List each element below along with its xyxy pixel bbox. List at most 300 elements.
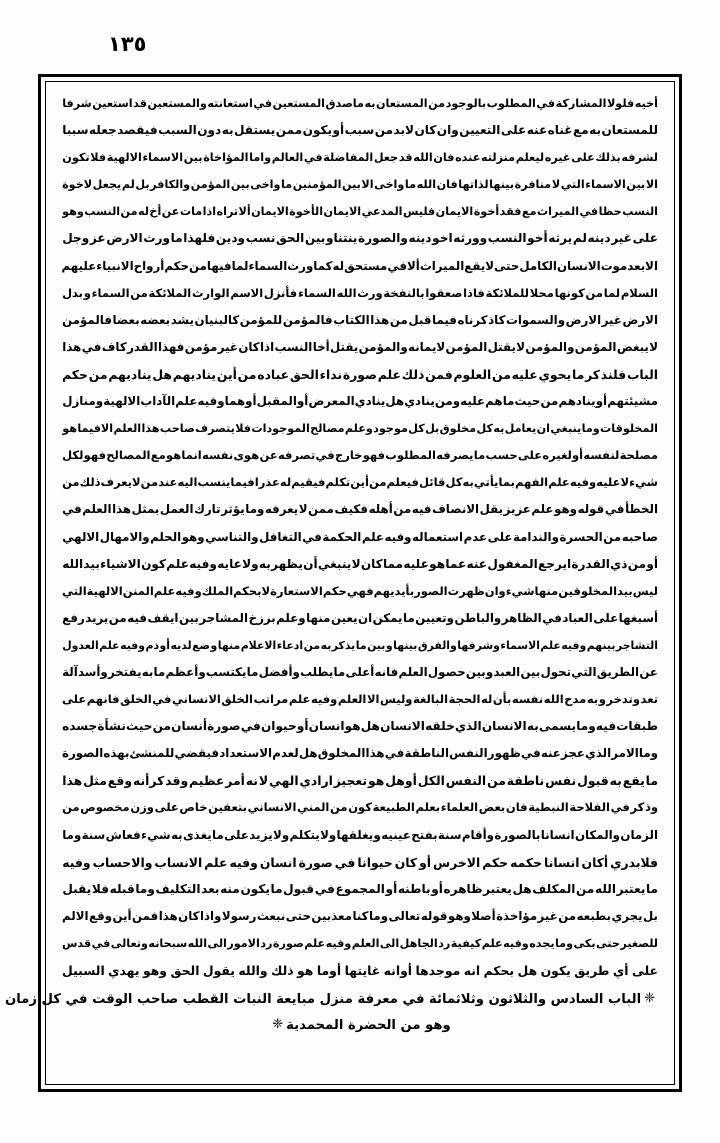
word: فيعلم (386, 475, 419, 490)
word: الفلاحة (569, 800, 610, 815)
word: هل (385, 394, 405, 409)
word: عن (161, 205, 180, 219)
word: به (526, 719, 539, 734)
word: واخى (374, 178, 405, 192)
word: هل (517, 963, 538, 978)
word: المشاجر (199, 610, 249, 625)
word: الذي (454, 719, 482, 734)
word: والمؤمن (525, 339, 575, 354)
word: هل (512, 881, 532, 896)
word: ذي (610, 556, 628, 571)
body-line-content (62, 767, 658, 794)
word: الاسماء (585, 178, 626, 192)
word: تصرفه (277, 448, 316, 463)
word: من (188, 258, 207, 273)
word: نداء (319, 366, 343, 382)
word: المغفول (487, 556, 538, 571)
word: هذا (365, 746, 385, 761)
word: في (152, 692, 172, 707)
word: من (108, 610, 127, 625)
word: نسب (245, 231, 276, 246)
word: والباطن (454, 610, 502, 625)
body-line (62, 578, 658, 605)
word: من (368, 475, 387, 490)
word: العلم (113, 422, 142, 436)
word: سببا (62, 123, 89, 138)
chapter-heading-line-2 (62, 1013, 658, 1039)
word: وما (62, 827, 82, 842)
word: صعقوا (425, 285, 463, 300)
word: مصلحة (619, 448, 658, 463)
word: الله (62, 556, 84, 571)
word: الله (543, 692, 564, 707)
word: السلام (620, 285, 658, 300)
word: بين (367, 638, 386, 652)
word: العلم (337, 692, 367, 707)
word: ينسب (197, 475, 231, 490)
word: يقع (622, 773, 645, 789)
word: هل (152, 366, 173, 382)
body-line (62, 117, 658, 144)
word: به (320, 638, 332, 652)
word: قائل (419, 475, 446, 490)
word: في (62, 502, 82, 517)
body-line (62, 713, 658, 740)
word: وما (576, 719, 596, 734)
word: أعلى (345, 664, 375, 679)
word: وهو (62, 205, 84, 219)
word: هو (297, 963, 314, 978)
word: بكى (573, 936, 596, 950)
word: يعتبر (483, 881, 512, 896)
word: فلا (91, 881, 110, 896)
word: في (384, 746, 405, 761)
word: المني (297, 800, 330, 815)
word: ما (281, 178, 293, 192)
word: له (481, 692, 493, 707)
word: علم (304, 936, 326, 950)
word: يطلب (300, 664, 334, 679)
word: في (315, 448, 335, 463)
word: أخا (312, 339, 330, 354)
word: فانهم (86, 692, 120, 707)
word: حيوانا (357, 854, 393, 870)
word: يغلقها (336, 827, 374, 842)
word: ينادهم (558, 394, 596, 409)
word: طريق (574, 963, 610, 978)
word: الالم (62, 908, 89, 923)
word: على (154, 800, 179, 815)
word: ظهرت (447, 583, 485, 598)
word: وفيه (569, 475, 597, 490)
word: فان (433, 151, 455, 165)
word: وما (245, 502, 265, 517)
word: الارض (622, 312, 658, 327)
word: كون (141, 556, 167, 571)
word: لاخوة (62, 178, 93, 192)
word: لا (132, 475, 141, 490)
word: أنسان (171, 719, 208, 734)
word: عز (89, 231, 106, 246)
word: و (83, 285, 91, 300)
word: العلماء (440, 800, 479, 815)
word: شرفا (62, 97, 92, 110)
body-line-content (62, 225, 658, 252)
word: يصرفه (436, 448, 474, 463)
body-line-content (62, 659, 658, 686)
body-line-content (62, 388, 658, 415)
word: برزخ (248, 610, 276, 625)
word: رفع (62, 610, 85, 625)
body-line (62, 849, 658, 876)
word: حسب (485, 448, 518, 463)
word: المخلوقات (600, 422, 658, 436)
word: عينيه (381, 827, 411, 842)
word: يحوي (538, 366, 572, 382)
word: وأسد (77, 664, 108, 679)
word: للمؤمن (239, 312, 283, 327)
word: كان (414, 123, 437, 138)
word: الانسان (380, 719, 425, 734)
word: ومنازل (62, 394, 104, 409)
word: ما (333, 664, 346, 679)
word: وأعظم (165, 664, 206, 679)
word: بيد (83, 556, 100, 571)
word: به (589, 123, 602, 138)
word: والمؤمن (358, 339, 408, 354)
word: والسموات (506, 312, 566, 327)
word: الالهي (62, 529, 100, 544)
word: عدم (463, 529, 488, 544)
word: فعاش (105, 827, 141, 842)
body-line-content (62, 551, 658, 578)
word: هو (367, 773, 385, 789)
word: هذا (62, 773, 83, 789)
word: ألا (238, 205, 251, 219)
word: حكم (322, 583, 347, 598)
word: حيث (514, 394, 541, 409)
word: فان (505, 800, 528, 815)
word: أين (216, 366, 237, 382)
word: لا (485, 258, 495, 273)
word: النبطية (528, 800, 569, 815)
word: فلا (90, 151, 107, 165)
word: تارك (194, 502, 221, 517)
word: الطريق (596, 664, 640, 679)
word: هم (485, 394, 503, 409)
word: علم (531, 502, 554, 517)
word: مخلوق (439, 422, 477, 436)
word: بحكم (233, 583, 262, 598)
word: لم (121, 178, 135, 192)
word: وقع (107, 773, 133, 789)
word: من (487, 773, 506, 789)
body-line-content (62, 605, 658, 632)
word: الا (645, 258, 658, 273)
word: عن (639, 664, 658, 679)
word: في (610, 800, 630, 815)
word: الاسم (230, 285, 264, 300)
word: فيقضي (174, 746, 220, 761)
word: الملائكة (148, 285, 192, 300)
word: ولا (242, 556, 259, 571)
word: الاشياء (100, 556, 141, 571)
word: من (576, 881, 595, 896)
word: السبب (158, 123, 197, 138)
word: فليس (402, 205, 436, 219)
word: فقد (499, 205, 522, 219)
word: عزيز (503, 502, 531, 517)
word: فيه (411, 502, 432, 517)
word: علم (361, 529, 384, 544)
word: والامهال (99, 529, 150, 544)
word: ما (355, 638, 367, 652)
word: فلنذ (600, 366, 627, 382)
word: و (373, 827, 381, 842)
word: السماء (91, 285, 130, 300)
word: مؤاخذة (496, 908, 538, 923)
word: ما (404, 178, 417, 192)
word: مع (521, 205, 537, 219)
word: أوهما (224, 394, 257, 409)
word: هل (360, 719, 380, 734)
word: الا (361, 178, 374, 192)
word: فيما (230, 475, 255, 490)
word: النسب (274, 339, 313, 354)
word: المستعين (272, 97, 325, 110)
body-line-content (62, 415, 658, 442)
word: المخلوقين (558, 583, 618, 598)
word: لا (258, 773, 269, 789)
word: بين (178, 610, 199, 625)
word: كيفية (450, 936, 482, 950)
folio-number: ١٣٥ (108, 32, 147, 56)
word: ما (572, 366, 585, 382)
word: نفسه (201, 448, 234, 463)
word: المفاضلة (323, 151, 374, 165)
word: فلا (235, 422, 252, 436)
word: مخصوص (80, 800, 130, 815)
word: فهذا (158, 339, 185, 354)
word: عليه (596, 475, 621, 490)
word: به (586, 692, 599, 707)
body-line (62, 334, 658, 361)
word: المقبل (256, 394, 297, 409)
word: وفيه (310, 692, 338, 707)
word: صورة (207, 719, 241, 734)
word: يقتل (330, 339, 359, 354)
word: يقتل (487, 339, 516, 354)
word: انسانا (540, 827, 575, 842)
word: علم (166, 556, 189, 571)
word: كان (178, 908, 200, 923)
word: تراه (216, 205, 239, 219)
word: على (593, 610, 619, 625)
word: يجده (529, 936, 555, 950)
body-line-content (62, 822, 658, 849)
word: الالهية (103, 394, 141, 409)
word: موت (600, 258, 628, 273)
word: الحكمة (322, 529, 362, 544)
word: الظاهر (501, 610, 542, 625)
word: بين (342, 178, 361, 192)
word: القدرة (571, 556, 610, 571)
word: هذا (370, 312, 390, 327)
word: مثل (83, 773, 107, 789)
word: الحق (289, 366, 319, 382)
body-line-content (62, 307, 658, 334)
word: أوهل (385, 773, 417, 789)
word: في (302, 529, 322, 544)
word: و (210, 638, 218, 652)
word: الارض (106, 231, 143, 246)
word: وهو (142, 963, 167, 978)
word: من (393, 502, 412, 517)
word: كان (394, 854, 418, 870)
word: الى (207, 936, 227, 950)
word: بفتح (411, 827, 438, 842)
word: وفيه (229, 854, 258, 870)
word: منها (534, 583, 559, 598)
word: الباب (626, 366, 658, 382)
word: ورث (357, 285, 383, 300)
word: كر (585, 366, 601, 382)
word: وفيه (384, 529, 412, 544)
word: ينادي (354, 394, 386, 409)
body-line (62, 253, 658, 280)
word: فهي (346, 583, 374, 598)
word: كنا (352, 908, 369, 923)
word: وفيه (325, 936, 352, 950)
word: القدر (127, 339, 158, 354)
word: في (314, 881, 335, 896)
word: يناديهم (108, 366, 152, 382)
word: الذي (585, 746, 612, 761)
word: بعضه (140, 312, 171, 327)
word: والله (238, 963, 268, 978)
word: علم (481, 936, 503, 950)
word: بل (425, 422, 440, 436)
word: ممن (308, 502, 334, 517)
word: ما (270, 881, 283, 896)
word: وشرفها (457, 638, 500, 652)
word: العلم (82, 502, 112, 517)
word: غير (217, 339, 238, 354)
word: كونها (554, 285, 585, 300)
word: اذا (202, 205, 217, 219)
word: لذاتها (458, 178, 489, 192)
word: ذلك (401, 366, 425, 382)
word: أكان (581, 854, 609, 870)
word: من (492, 366, 511, 382)
word: أسبغها (618, 610, 658, 625)
word: أن (303, 556, 318, 571)
body-line (62, 225, 658, 252)
word: و (385, 638, 393, 652)
word: من (62, 475, 80, 490)
word: من (585, 285, 604, 300)
word: فلولا (606, 97, 635, 110)
word: يد (249, 827, 261, 842)
word: العمل (159, 502, 194, 517)
word: تحول (540, 664, 572, 679)
word: يقل (479, 502, 504, 517)
word: ذلك (271, 963, 294, 978)
word: أين (350, 475, 369, 490)
word: بل (135, 178, 150, 192)
word: نفس (545, 773, 577, 789)
word: الاسماء (142, 151, 184, 165)
word: يكون (302, 123, 333, 138)
word: العبد (493, 664, 521, 679)
word: الطبيعة (372, 800, 415, 815)
word: استعانته (207, 97, 253, 110)
word: سبب (344, 123, 375, 138)
word: يتصرف (195, 422, 235, 436)
word: نبعث (256, 908, 286, 923)
word: ألا (407, 258, 420, 273)
word: الانساب (154, 854, 203, 870)
word: يشد (170, 312, 194, 327)
word: به (462, 475, 474, 490)
word: يقبل (62, 881, 92, 896)
word: قبله (109, 881, 135, 896)
word: خارج (334, 448, 363, 463)
word: مات (179, 205, 203, 219)
word: لما (231, 258, 249, 273)
word: به (364, 97, 376, 110)
word: بينها (393, 638, 418, 652)
word: تعجيز (333, 773, 368, 789)
word: فمن (425, 366, 453, 382)
word: الانسان (481, 719, 527, 734)
word: أوما (316, 963, 342, 978)
word: في (579, 205, 599, 219)
word: هو (165, 448, 182, 463)
word: فلهذا (183, 231, 216, 246)
word: هذا (141, 422, 160, 436)
word: ضع (192, 638, 211, 652)
word: وفيه (503, 936, 529, 950)
word: السبيل (62, 963, 105, 978)
word: قبول (577, 773, 609, 789)
word: تعد (640, 692, 658, 707)
word: ايرجع (537, 556, 572, 571)
word: قدس (62, 936, 92, 950)
word: لكل (62, 448, 84, 463)
body-line-content (62, 930, 658, 957)
word: الصورة (62, 746, 104, 761)
word: المنن (122, 583, 154, 598)
word: أو (572, 448, 584, 463)
ornament-start-icon: ❈ (644, 990, 655, 1006)
word: وذ (644, 800, 658, 815)
word: عليه (403, 556, 429, 571)
word: قبول (283, 881, 315, 896)
word: الحلم (150, 529, 182, 544)
word: اليه (177, 475, 198, 490)
word: الخطأ (625, 502, 658, 517)
word: فيما (432, 312, 457, 327)
word: أخو (527, 231, 548, 246)
word: والمستعين (147, 97, 207, 110)
word: اذا (260, 339, 275, 354)
body-line-content (62, 198, 658, 225)
word: المعرض (308, 394, 355, 409)
word: هو (429, 556, 446, 571)
word: عن (259, 448, 278, 463)
word: الاخرس (433, 854, 481, 870)
